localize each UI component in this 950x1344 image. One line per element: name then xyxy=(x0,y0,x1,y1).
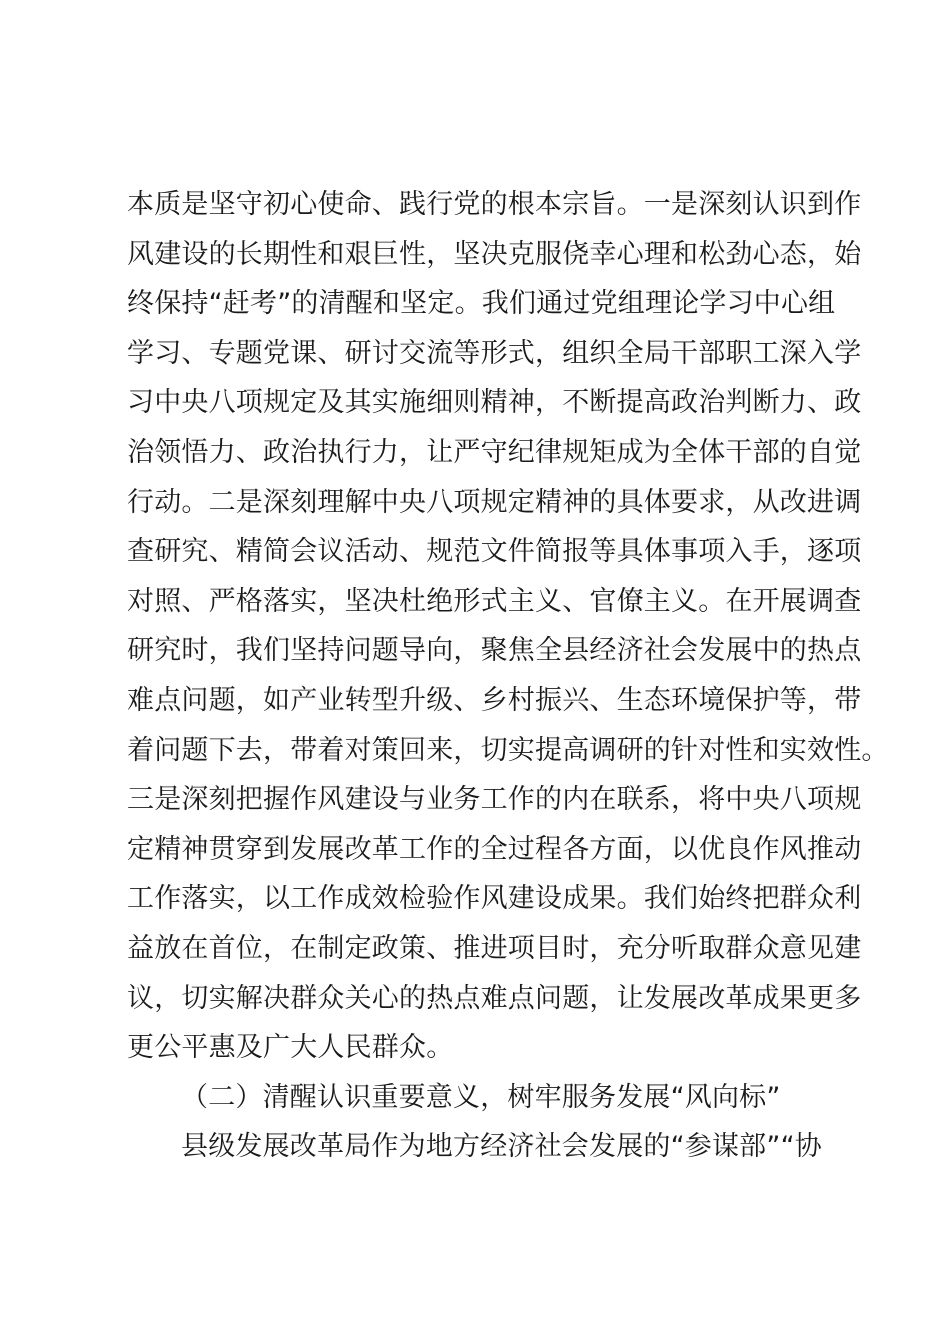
text-line: 难点问题，如产业转型升级、乡村振兴、生态环境保护等，带 xyxy=(127,684,862,716)
text-line: 定精神贯穿到发展改革工作的全过程各方面，以优良作风推动 xyxy=(127,833,862,865)
text-line: 议，切实解决群众关心的热点难点问题，让发展改革成果更多 xyxy=(127,982,862,1014)
paragraph-start: 县级发展改革局作为地方经济社会发展的“参谋部”“协 xyxy=(181,1131,822,1163)
text-line: 查研究、精简会议活动、规范文件简报等具体事项入手，逐项 xyxy=(127,536,862,568)
section-heading: （二）清醒认识重要意义，树牢服务发展“风向标” xyxy=(181,1081,781,1113)
text-line: 对照、严格落实，坚决杜绝形式主义、官僚主义。在开展调查 xyxy=(127,585,862,617)
text-line: 行动。二是深刻理解中央八项规定精神的具体要求，从改进调 xyxy=(127,486,862,518)
text-line: 着问题下去，带着对策回来，切实提高调研的针对性和实效性。 xyxy=(127,734,889,766)
text-line: 本质是坚守初心使命、践行党的根本宗旨。一是深刻认识到作 xyxy=(127,189,862,220)
text-line: 工作落实，以工作成效检验作风建设成果。我们始终把群众利 xyxy=(127,883,862,915)
body-text xyxy=(127,180,887,1172)
text-line: 研究时，我们坚持问题导向，聚焦全县经济社会发展中的热点 xyxy=(127,635,862,667)
text-line: 风建设的长期性和艰巨性，坚决克服侥幸心理和松劲心态，始 xyxy=(127,238,862,270)
text-line: 三是深刻把握作风建设与业务工作的内在联系，将中央八项规 xyxy=(127,784,862,816)
text-line: 终保持“赶考”的清醒和坚定。我们通过党组理论学习中心组 xyxy=(127,288,836,320)
text-line: 益放在首位，在制定政策、推进项目时，充分听取群众意见建 xyxy=(127,932,862,964)
text-line: 更公平惠及广大人民群众。 xyxy=(127,1032,454,1064)
text-line: 治领悟力、政治执行力，让严守纪律规矩成为全体干部的自觉 xyxy=(127,436,862,468)
text-line: 习中央八项规定及其实施细则精神，不断提高政治判断力、政 xyxy=(127,387,862,419)
text-line: 学习、专题党课、研讨交流等形式，组织全局干部职工深入学 xyxy=(127,337,862,369)
